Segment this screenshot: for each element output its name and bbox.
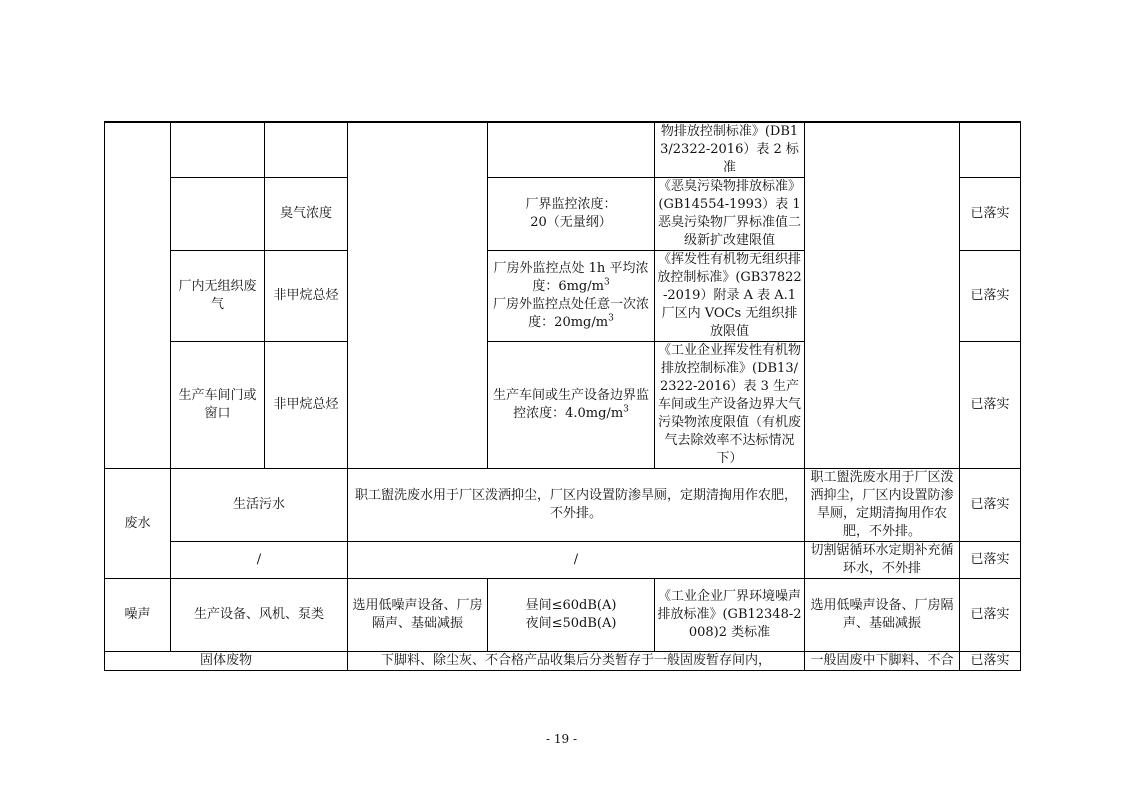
source-cell: / [171,542,348,579]
status-cell: 已落实 [960,251,1021,342]
limit-line [490,296,652,332]
status-cell: 已落实 [960,342,1021,469]
limit-text: 厂房外监控点处 1h 平均浓度：6mg/m [493,261,649,294]
status-cell-blank [960,122,1021,178]
limit-line: 厂界监控浓度： [525,197,617,212]
actual-cell: 职工盥洗废水用于厂区泼洒抑尘，厂区内设置防渗旱厕，定期清掏用作农肥，不外排。 [805,469,960,542]
measure-cell: 下脚料、除尘灰、不合格产品收集后分类暂存于一般固废暂存间内， [348,652,805,671]
status-cell: 已落实 [960,178,1021,251]
standard-cell: 物排放控制标准》(DB13/2322-2016）表 2 标准 [655,122,805,178]
status-cell: 已落实 [960,542,1021,579]
factor-cell-blank [265,122,348,178]
category-cell: 固体废物 [105,652,348,671]
limit-text: 厂房外监控点处任意一次浓度：20mg/m [492,297,649,330]
limit-cell [488,579,655,652]
limit-line: 20（无量纲） [530,215,612,230]
unit-superscript: 3 [608,313,614,324]
factor-cell: 臭气浓度 [265,178,348,251]
measure-cell: / [348,542,805,579]
page-number: - 19 - [545,732,577,746]
limit-cell-blank [488,122,655,178]
status-cell: 已落实 [960,652,1021,671]
measure-cell-blank [348,122,488,469]
measure-cell: 职工盥洗废水用于厂区泼洒抑尘，厂区内设置防渗旱厕，定期清掏用作农肥，不外排。 [348,469,805,542]
table-row [105,542,1021,579]
limit-cell [488,178,655,251]
actual-cell: 一般固废中下脚料、不合 [805,652,960,671]
limit-line: 昼间≤60dB(A) [525,598,617,613]
standard-cell: 《恶臭污染物排放标准》(GB14554-1993）表 1 恶臭污染物厂界标准值二级新扩改建限值 [655,178,805,251]
limit-cell [488,251,655,342]
actual-cell: 选用低噪声设备、厂房隔声、基础减振 [805,579,960,652]
table-row [105,122,1021,178]
actual-cell-blank [805,122,960,469]
standard-cell: 《工业企业厂界环境噪声排放标准》(GB12348-2008)2 类标准 [655,579,805,652]
source-cell: 生产设备、风机、泵类 [171,579,348,652]
category-cell: 噪声 [105,579,171,652]
actual-cell: 切割锯循环水定期补充循环水，不外排 [805,542,960,579]
table-row [105,469,1021,542]
unit-superscript: 3 [623,404,629,415]
source-cell: 生产车间门或窗口 [171,342,265,469]
source-cell: 厂内无组织废气 [171,251,265,342]
status-cell: 已落实 [960,469,1021,542]
table-row [105,579,1021,652]
limit-cell [488,342,655,469]
standard-cell: 《挥发性有机物无组织排放控制标准》(GB37822-2019）附录 A 表 A.1厂区内 VOCs 无组织排放限值 [655,251,805,342]
source-cell-blank [171,122,265,178]
source-cell: 生活污水 [171,469,348,542]
measure-cell: 选用低噪声设备、厂房隔声、基础减振 [348,579,488,652]
category-cell-blank [105,122,171,469]
category-cell: 废水 [105,469,171,579]
limit-text: 生产车间或生产设备边界监控浓度：4.0mg/m [492,388,649,421]
source-cell-blank [171,178,265,251]
factor-cell: 非甲烷总烃 [265,342,348,469]
limit-line [490,260,652,296]
acceptance-table [104,121,1021,671]
unit-superscript: 3 [603,277,610,288]
table-row [105,652,1021,671]
standard-cell: 《工业企业挥发性有机物排放控制标准》(DB13/2322-2016）表 3 生产车间或生产设备边界大气污染物浓度限值（有机废气去除效率不达标情况下） [655,342,805,469]
factor-cell: 非甲烷总烃 [265,251,348,342]
limit-line: 夜间≤50dB(A) [525,616,617,631]
status-cell: 已落实 [960,579,1021,652]
